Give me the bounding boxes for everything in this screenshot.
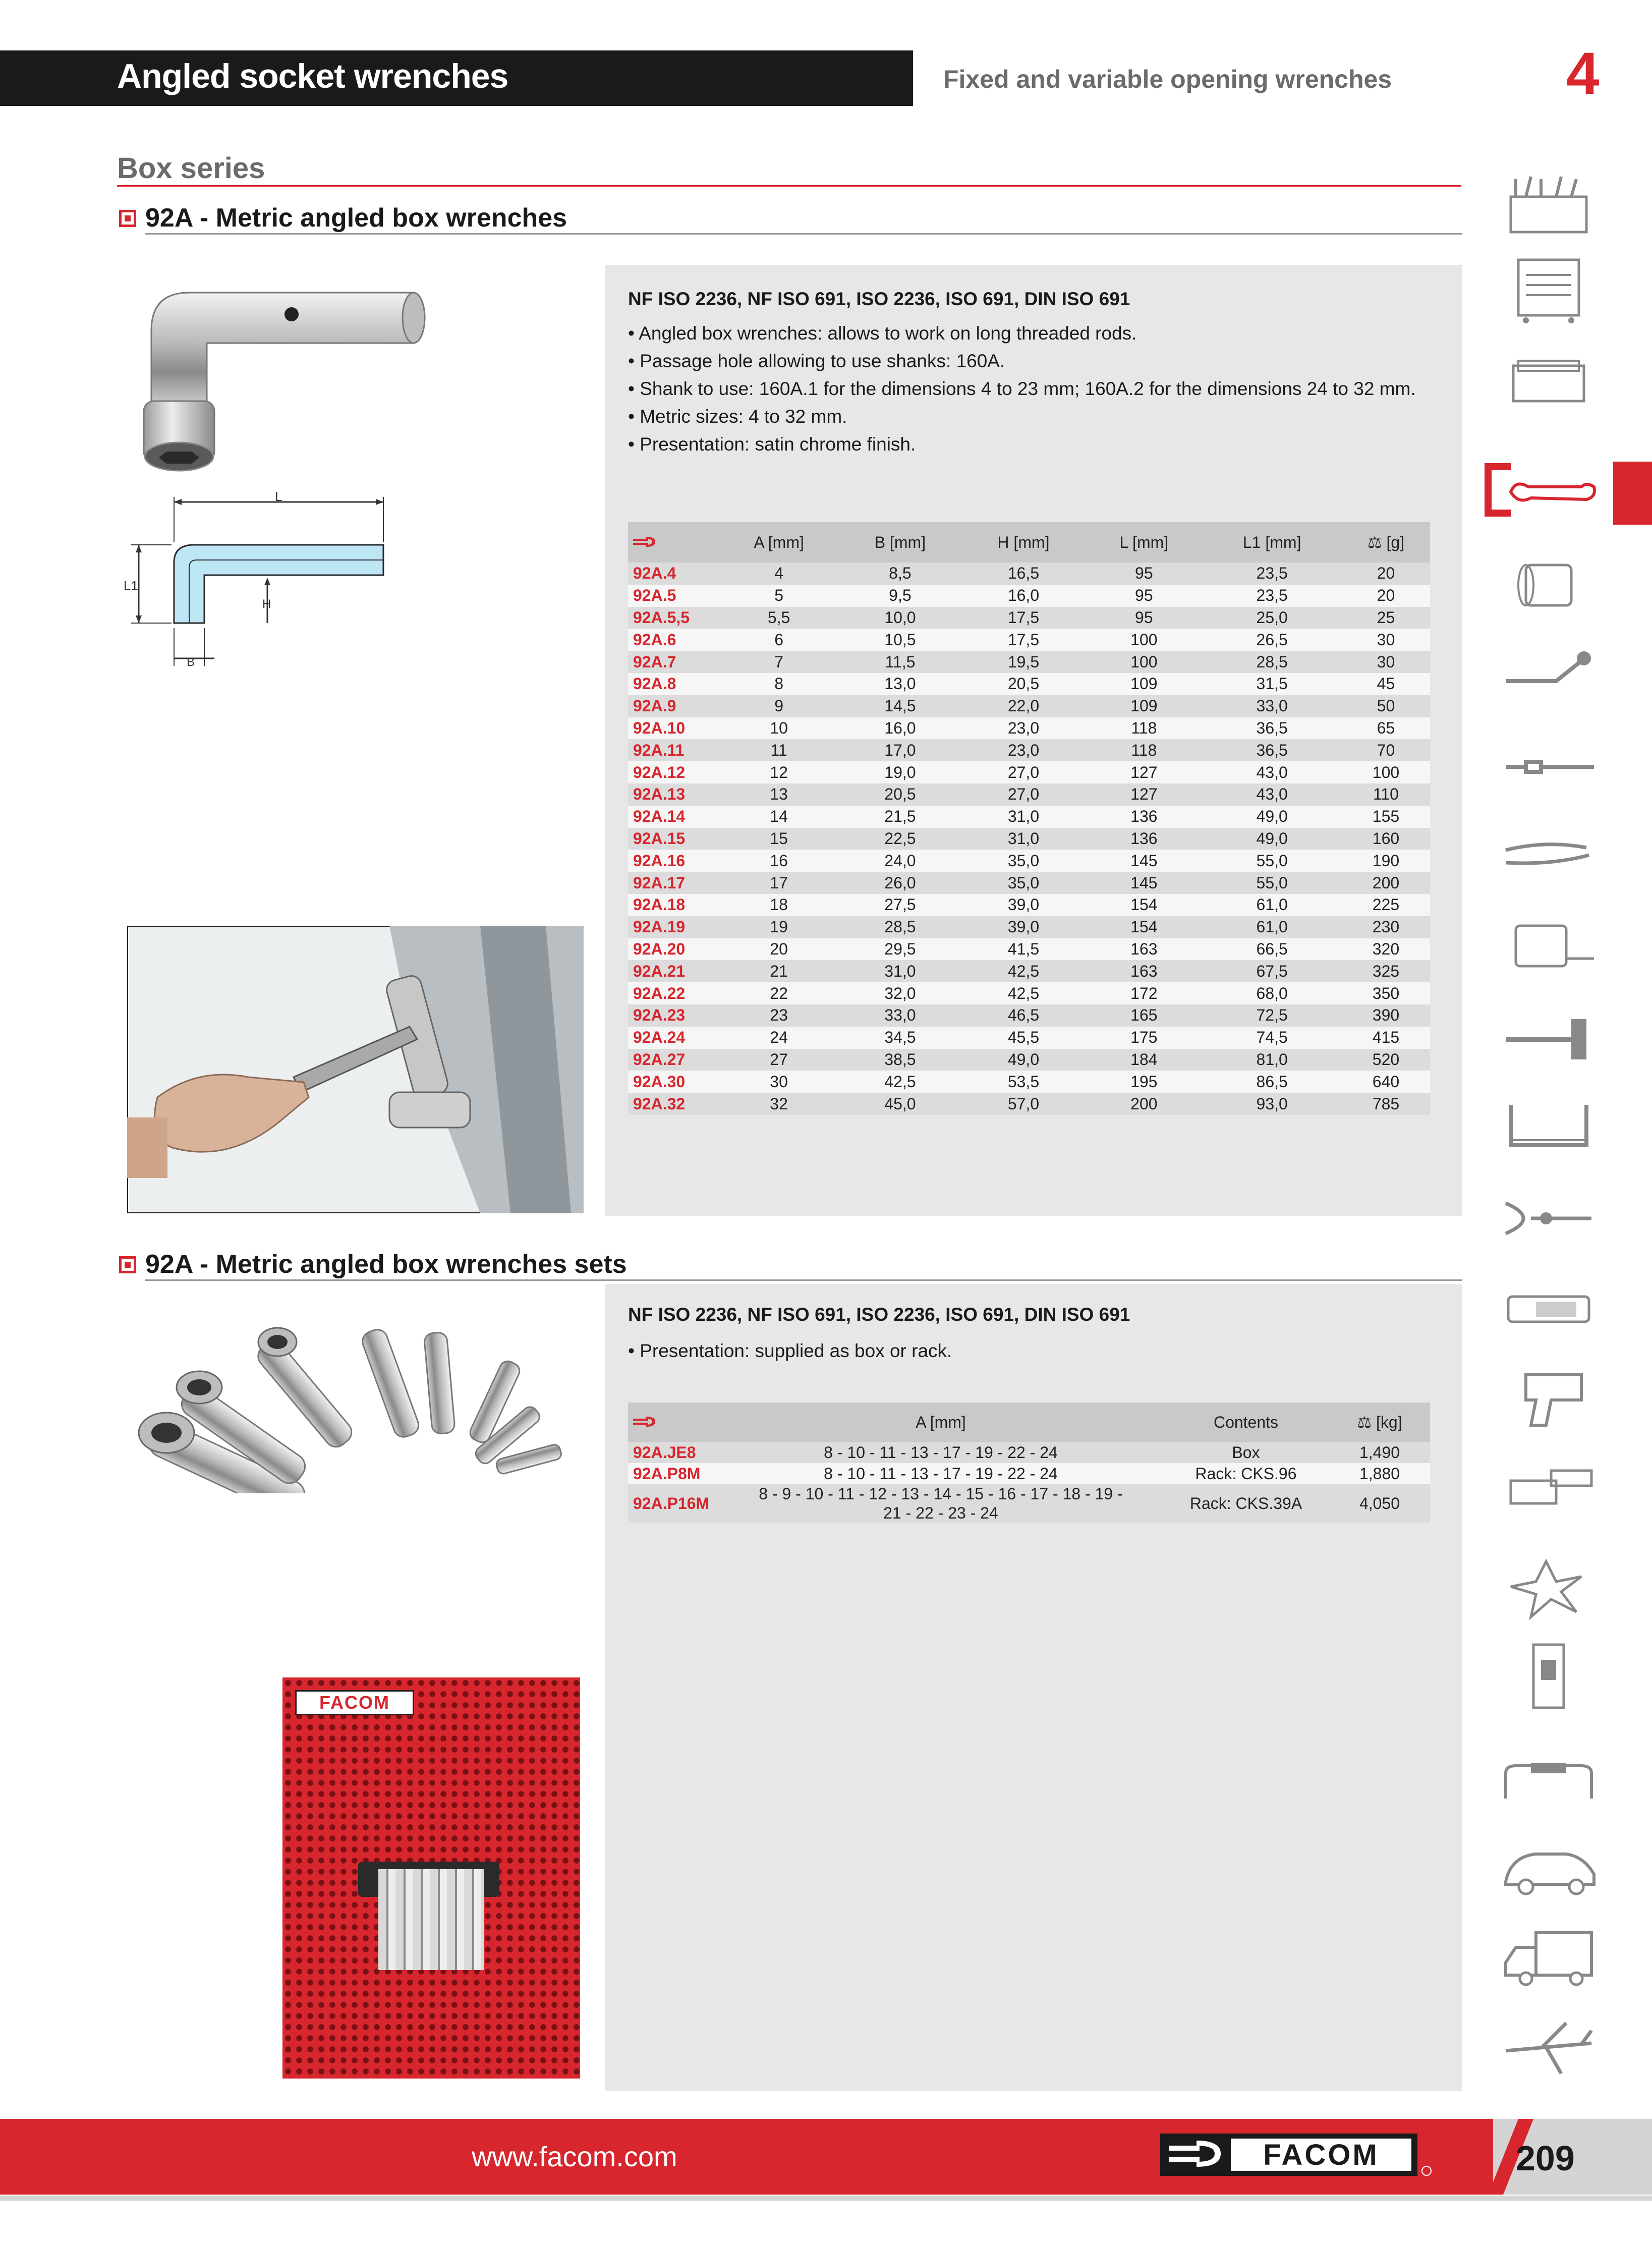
puller-icon[interactable] (1496, 1183, 1602, 1254)
product1-table (628, 522, 1430, 1115)
product-reference: 92A.27 (628, 1049, 719, 1071)
table-cell: 68,0 (1202, 982, 1342, 1004)
table-cell: 39,0 (961, 894, 1086, 916)
table-cell: 25 (1342, 607, 1430, 629)
table-cell: 57,0 (961, 1093, 1086, 1115)
table-cell: 11,5 (839, 651, 961, 673)
page-number: 209 (1516, 2139, 1575, 2178)
table-cell: 520 (1342, 1049, 1430, 1071)
hacksaw-icon[interactable] (1496, 1090, 1602, 1160)
storage-drawer-icon[interactable] (1496, 348, 1602, 419)
table-cell: 27,0 (961, 783, 1086, 806)
table-cell: 23,5 (1202, 585, 1342, 607)
table-cell: 325 (1342, 960, 1430, 982)
table-cell: 11 (719, 739, 839, 761)
table-row (628, 783, 1430, 806)
facom-footer-logo[interactable] (1160, 2132, 1433, 2178)
car-icon[interactable] (1496, 1831, 1602, 1902)
product2-table (628, 1403, 1430, 1523)
table-cell: 93,0 (1202, 1093, 1342, 1115)
table-cell: 127 (1086, 783, 1202, 806)
hammer-icon[interactable] (1496, 1001, 1602, 1072)
truck-icon[interactable] (1496, 1922, 1602, 1993)
label-H: H (262, 597, 271, 611)
table-row (628, 585, 1430, 607)
safety-icon[interactable] (1496, 1551, 1602, 1622)
table-row (628, 1027, 1430, 1049)
table-cell: 100 (1086, 629, 1202, 651)
table-cell: 61,0 (1202, 916, 1342, 938)
screwdriver-icon[interactable] (1496, 732, 1602, 802)
product-reference: 92A.6 (628, 629, 719, 651)
product-reference: 92A.24 (628, 1027, 719, 1049)
rack-facom-logo: FACOM (295, 1690, 414, 1715)
table-row: 92A.JE8 8 - 10 - 11 - 13 - 17 - 19 - 22 - 24 Box 1,490 (628, 1442, 1430, 1463)
bullet-item: • Shank to use: 160A.1 for the dimensions 4 to 23 mm; 160A.2 for the dimensions 24 to 32 mm. (628, 378, 1416, 399)
facom-logo-icon (628, 522, 719, 563)
table-cell: 86,5 (1202, 1071, 1342, 1093)
table-cell: 33,0 (1202, 695, 1342, 717)
table-cell: 100 (1086, 651, 1202, 673)
table-cell: 23,0 (961, 717, 1086, 740)
impact-wrench-icon[interactable] (1496, 1360, 1602, 1430)
product-reference: 92A.32 (628, 1093, 719, 1115)
table-cell: 33,0 (839, 1004, 961, 1027)
table-cell: 14,5 (839, 695, 961, 717)
table-cell: 45,0 (839, 1093, 961, 1115)
table-cell: 15 (719, 828, 839, 850)
table-cell: 13 (719, 783, 839, 806)
table-cell: 29,5 (839, 938, 961, 961)
section-rule (117, 185, 1461, 187)
table-cell: 175 (1086, 1027, 1202, 1049)
table-cell: 200 (1342, 872, 1430, 894)
product1-rule (145, 233, 1462, 235)
facom-logo-icon (628, 1403, 719, 1442)
table-cell: 109 (1086, 695, 1202, 717)
table-cell: 45 (1342, 673, 1430, 695)
product1-bullets (628, 319, 1416, 458)
table-cell: 49,0 (1202, 828, 1342, 850)
footer-base-line (0, 2196, 1652, 2201)
product2-title: 92A - Metric angled box wrenches sets (145, 1250, 627, 1279)
electrical-icon[interactable] (1496, 1640, 1602, 1710)
product-reference: 92A.11 (628, 739, 719, 761)
table-cell: 20 (1342, 563, 1430, 585)
section-title: Box series (117, 152, 265, 185)
table-cell: 190 (1342, 850, 1430, 872)
table-cell: 350 (1342, 982, 1430, 1004)
table-cell: 18 (719, 894, 839, 916)
table-cell: 72,5 (1202, 1004, 1342, 1027)
table-cell: 30 (1342, 629, 1430, 651)
table-cell: 17 (719, 872, 839, 894)
table-row: 92A.P16M 8 - 9 - 10 - 11 - 12 - 13 - 14 - 15 - 16 - 17 - 18 - 19 - 21 - 22 - 23 - 24 Rack: CKS.39A 4,050 (628, 1484, 1430, 1523)
product-reference: 92A.16 (628, 850, 719, 872)
product1-standards: NF ISO 2236, NF ISO 691, ISO 2236, ISO 691, DIN ISO 691 (628, 289, 1130, 309)
table-row (628, 761, 1430, 783)
table-cell: 23,0 (961, 739, 1086, 761)
table-cell: 38,5 (839, 1049, 961, 1071)
bullet-square-icon (119, 1256, 136, 1273)
col-header-contents: Contents (1163, 1403, 1329, 1442)
table-cell: 16,0 (839, 717, 961, 740)
table-cell: 23 (719, 1004, 839, 1027)
product-reference: 92A.18 (628, 894, 719, 916)
table-cell: 49,0 (961, 1049, 1086, 1071)
col-header-weight: ⚖ [g] (1342, 522, 1430, 563)
table-cell: 35,0 (961, 850, 1086, 872)
table-cell: 16 (719, 850, 839, 872)
table-cell: 34,5 (839, 1027, 961, 1049)
col-header-a: A [mm] (719, 1403, 1163, 1442)
table-cell: 145 (1086, 850, 1202, 872)
table-cell: 19,5 (961, 651, 1086, 673)
table-cell: 23,5 (1202, 563, 1342, 585)
table-cell: 39,0 (961, 916, 1086, 938)
product-reference: 92A.22 (628, 982, 719, 1004)
product-reference: 92A.10 (628, 717, 719, 740)
table-cell: 154 (1086, 916, 1202, 938)
table-cell: 95 (1086, 607, 1202, 629)
col-header-l: L [mm] (1086, 522, 1202, 563)
table-cell: 53,5 (961, 1071, 1086, 1093)
table-cell: 24,0 (839, 850, 961, 872)
table-cell: 42,5 (961, 960, 1086, 982)
label-L1: L1 (124, 578, 138, 593)
table-cell: 163 (1086, 960, 1202, 982)
multimeter-icon[interactable] (1496, 1274, 1602, 1344)
product2-standards: NF ISO 2236, NF ISO 691, ISO 2236, ISO 691, DIN ISO 691 (628, 1304, 1130, 1325)
table-cell: 22,5 (839, 828, 961, 850)
table-row (628, 629, 1430, 651)
product-reference: 92A.14 (628, 806, 719, 828)
table-row (628, 894, 1430, 916)
table-cell: 31,5 (1202, 673, 1342, 695)
table-cell: 49,0 (1202, 806, 1342, 828)
table-cell: 100 (1342, 761, 1430, 783)
product-reference: 92A.21 (628, 960, 719, 982)
table-row (628, 673, 1430, 695)
socket-icon[interactable] (1496, 550, 1602, 621)
col-header-h: H [mm] (961, 522, 1086, 563)
table-cell: 640 (1342, 1071, 1430, 1093)
table-cell: 31,0 (961, 806, 1086, 828)
table-cell: 28,5 (839, 916, 961, 938)
table-cell: 20 (719, 938, 839, 961)
table-cell: 155 (1342, 806, 1430, 828)
product-reference: 92A.20 (628, 938, 719, 961)
product-reference: 92A.7 (628, 651, 719, 673)
table-cell: 26,0 (839, 872, 961, 894)
table-cell: 70 (1342, 739, 1430, 761)
table-cell: 74,5 (1202, 1027, 1342, 1049)
table-row (628, 1071, 1430, 1093)
table-cell: 36,5 (1202, 739, 1342, 761)
product-reference: 92A.5 (628, 585, 719, 607)
table-cell: 50 (1342, 695, 1430, 717)
table-cell: 110 (1342, 783, 1430, 806)
table-cell: 95 (1086, 585, 1202, 607)
table-row (628, 695, 1430, 717)
table-cell: 165 (1086, 1004, 1202, 1027)
table-cell: 163 (1086, 938, 1202, 961)
table-cell: 17,5 (961, 607, 1086, 629)
table-cell: 230 (1342, 916, 1430, 938)
table-cell: 43,0 (1202, 761, 1342, 783)
toolbox-icon[interactable] (1496, 172, 1602, 242)
table-cell: 30 (719, 1071, 839, 1093)
table-cell: 31,0 (839, 960, 961, 982)
table-cell: 184 (1086, 1049, 1202, 1071)
table-cell: 7 (719, 651, 839, 673)
bullet-item: • Angled box wrenches: allows to work on long threaded rods. (628, 323, 1137, 344)
table-row (628, 828, 1430, 850)
table-cell: 160 (1342, 828, 1430, 850)
table-cell: 8 (719, 673, 839, 695)
table-cell: 5,5 (719, 607, 839, 629)
table-cell: 36,5 (1202, 717, 1342, 740)
product1-title: 92A - Metric angled box wrenches (145, 203, 567, 233)
table-cell: 10,5 (839, 629, 961, 651)
table-cell: 4 (719, 563, 839, 585)
table-cell: 17,0 (839, 739, 961, 761)
table-cell: 8,5 (839, 563, 961, 585)
table-cell: 27,5 (839, 894, 961, 916)
product-reference: 92A.12 (628, 761, 719, 783)
table-cell: 20,5 (839, 783, 961, 806)
product-reference: 92A.5,5 (628, 607, 719, 629)
table-cell: 46,5 (961, 1004, 1086, 1027)
table-cell: 9,5 (839, 585, 961, 607)
table-cell: 136 (1086, 828, 1202, 850)
table-cell: 19,0 (839, 761, 961, 783)
table-cell: 26,5 (1202, 629, 1342, 651)
col-header-a: A [mm] (719, 522, 839, 563)
table-cell: 32,0 (839, 982, 961, 1004)
table-row (628, 739, 1430, 761)
table-cell: 42,5 (961, 982, 1086, 1004)
wrench-set-photo (119, 1307, 593, 1493)
table-cell: 81,0 (1202, 1049, 1342, 1071)
handle-icon[interactable] (1496, 1743, 1602, 1814)
table-cell: 12 (719, 761, 839, 783)
table-cell: 785 (1342, 1093, 1430, 1115)
rack-panel-photo (282, 1677, 580, 2079)
page-title: Angled socket wrenches (117, 57, 508, 95)
table-row (628, 563, 1430, 585)
table-cell: 61,0 (1202, 894, 1342, 916)
bullet-square-icon (119, 210, 136, 227)
table-cell: 20 (1342, 585, 1430, 607)
table-cell: 41,5 (961, 938, 1086, 961)
ratchet-icon[interactable] (1496, 641, 1602, 711)
table-cell: 25,0 (1202, 607, 1342, 629)
bullet-item: • Presentation: satin chrome finish. (628, 434, 916, 455)
vise-icon[interactable] (1496, 1450, 1602, 1521)
tape-measure-icon[interactable] (1496, 908, 1602, 979)
table-cell: 35,0 (961, 872, 1086, 894)
col-header-l1: L1 [mm] (1202, 522, 1342, 563)
table-row (628, 806, 1430, 828)
table-cell: 45,5 (961, 1027, 1086, 1049)
rack-wrenches (378, 1869, 484, 1970)
table-cell: 65 (1342, 717, 1430, 740)
weight-scale-icon: ⚖ (1357, 1413, 1372, 1431)
table-cell: 172 (1086, 982, 1202, 1004)
table-cell: 67,5 (1202, 960, 1342, 982)
table-row (628, 651, 1430, 673)
product-reference: 92A.17 (628, 872, 719, 894)
table-cell: 32 (719, 1093, 839, 1115)
table-cell: 6 (719, 629, 839, 651)
label-B: B (187, 655, 195, 669)
nav-active-tab[interactable] (1613, 462, 1652, 525)
chapter-number: 4 (1566, 40, 1600, 107)
table-row (628, 1049, 1430, 1071)
table-cell: 390 (1342, 1004, 1430, 1027)
col-header-weight: ⚖ [kg] (1329, 1403, 1430, 1442)
table-cell: 30 (1342, 651, 1430, 673)
product-reference: 92A.13 (628, 783, 719, 806)
table-cell: 415 (1342, 1027, 1430, 1049)
table-cell: 109 (1086, 673, 1202, 695)
table-cell: 66,5 (1202, 938, 1342, 961)
table-header-row (628, 522, 1430, 563)
table-cell: 27 (719, 1049, 839, 1071)
airplane-icon[interactable] (1496, 2013, 1602, 2084)
product2-rule (145, 1279, 1462, 1281)
table-row (628, 717, 1430, 740)
table-cell: 16,0 (961, 585, 1086, 607)
product-reference: 92A.4 (628, 563, 719, 585)
table-cell: 27,0 (961, 761, 1086, 783)
label-L: L (275, 492, 282, 504)
table-cell: 95 (1086, 563, 1202, 585)
table-cell: 31,0 (961, 828, 1086, 850)
table-header-row (628, 1403, 1430, 1442)
table-row (628, 1093, 1430, 1115)
nav-active-bracket (1480, 462, 1516, 518)
table-cell: 10,0 (839, 607, 961, 629)
table-cell: 17,5 (961, 629, 1086, 651)
table-cell: 195 (1086, 1071, 1202, 1093)
dimension-diagram (121, 492, 409, 674)
table-cell: 20,5 (961, 673, 1086, 695)
table-cell: 200 (1086, 1093, 1202, 1115)
table-row: 92A.P8M 8 - 10 - 11 - 13 - 17 - 19 - 22 - 24 Rack: CKS.96 1,880 (628, 1463, 1430, 1484)
angled-wrench-photo (131, 275, 434, 477)
table-cell: 43,0 (1202, 783, 1342, 806)
table-cell: 22,0 (961, 695, 1086, 717)
table-cell: 320 (1342, 938, 1430, 961)
product-reference: 92A.30 (628, 1071, 719, 1093)
table-row (628, 938, 1430, 961)
table-cell: 145 (1086, 872, 1202, 894)
table-row (628, 916, 1430, 938)
weight-scale-icon: ⚖ (1367, 533, 1382, 551)
col-header-b: B [mm] (839, 522, 961, 563)
product-reference: 92A.8 (628, 673, 719, 695)
table-row (628, 850, 1430, 872)
table-cell: 127 (1086, 761, 1202, 783)
table-cell: 118 (1086, 717, 1202, 740)
workbench-cart-icon[interactable] (1496, 255, 1602, 325)
page-subtitle: Fixed and variable opening wrenches (943, 65, 1392, 93)
table-cell: 21,5 (839, 806, 961, 828)
table-row (628, 872, 1430, 894)
product-reference: 92A.9 (628, 695, 719, 717)
table-row (628, 607, 1430, 629)
table-cell: 136 (1086, 806, 1202, 828)
table-cell: 5 (719, 585, 839, 607)
product-reference: 92A.19 (628, 916, 719, 938)
product-reference: 92A.23 (628, 1004, 719, 1027)
table-cell: 55,0 (1202, 850, 1342, 872)
table-cell: 42,5 (839, 1071, 961, 1093)
facom-brand-text: FACOM (1263, 2139, 1379, 2171)
table-cell: 24 (719, 1027, 839, 1049)
bullet-item: • Metric sizes: 4 to 32 mm. (628, 406, 847, 427)
usage-photo (127, 926, 584, 1213)
table-cell: 10 (719, 717, 839, 740)
table-cell: 16,5 (961, 563, 1086, 585)
table-cell: 14 (719, 806, 839, 828)
table-cell: 28,5 (1202, 651, 1342, 673)
pliers-icon[interactable] (1496, 820, 1602, 890)
table-row (628, 1004, 1430, 1027)
product2-bullet: • Presentation: supplied as box or rack. (628, 1340, 952, 1361)
footer-url-link[interactable]: www.facom.com (472, 2141, 677, 2172)
table-cell: 22 (719, 982, 839, 1004)
table-row (628, 982, 1430, 1004)
table-cell: 225 (1342, 894, 1430, 916)
table-cell: 55,0 (1202, 872, 1342, 894)
bullet-item: • Passage hole allowing to use shanks: 160A. (628, 351, 1005, 371)
table-cell: 21 (719, 960, 839, 982)
table-cell: 154 (1086, 894, 1202, 916)
product-reference: 92A.15 (628, 828, 719, 850)
table-cell: 19 (719, 916, 839, 938)
table-row (628, 960, 1430, 982)
table-cell: 9 (719, 695, 839, 717)
table-cell: 118 (1086, 739, 1202, 761)
table-cell: 13,0 (839, 673, 961, 695)
